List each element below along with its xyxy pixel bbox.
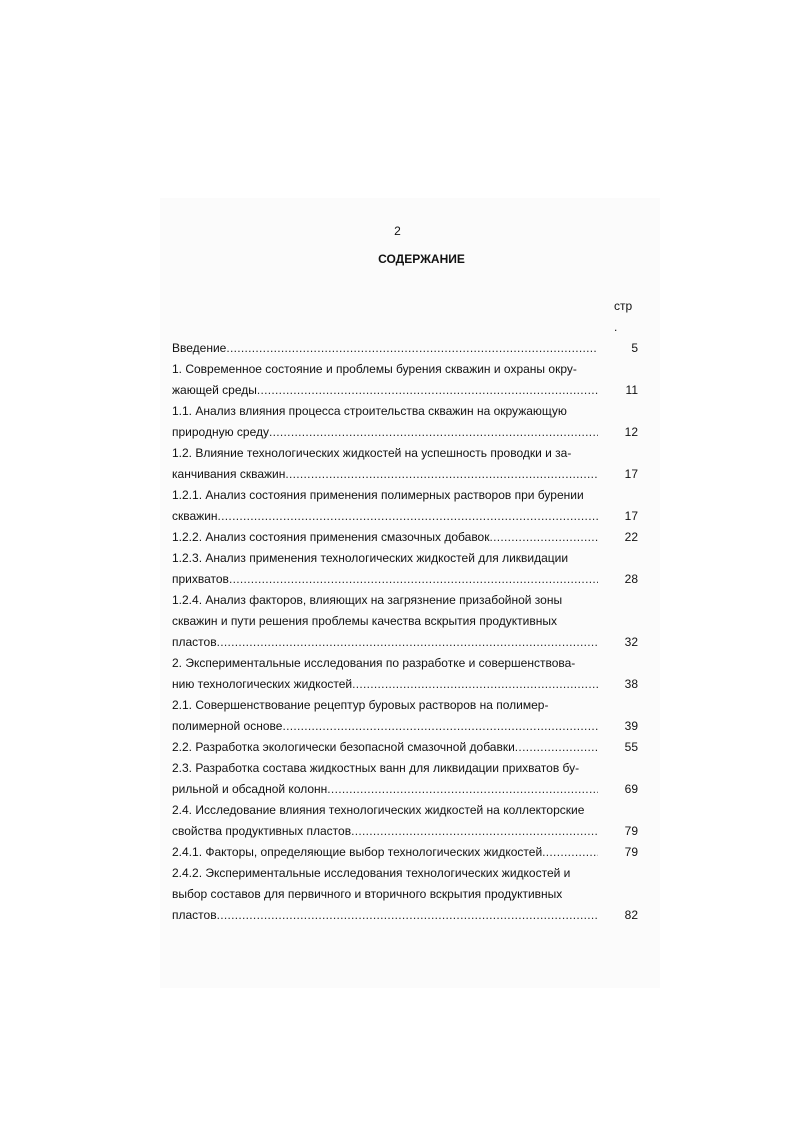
toc-entry-text: скважин [172, 509, 218, 523]
toc-entry [172, 758, 638, 800]
toc-entry [172, 863, 638, 926]
toc-entry-text: 2. Экспериментальные исследования по разработке и совершенствова- [172, 656, 576, 670]
page-column-header [614, 296, 644, 338]
toc-entry-line [172, 674, 638, 695]
toc-entry-text: 2.4.2. Экспериментальные исследования технологических жидкостей и [172, 866, 571, 880]
dot-leader [229, 569, 598, 590]
dot-leader [269, 422, 598, 443]
dot-leader [217, 632, 598, 653]
toc-entry-line [172, 527, 638, 548]
dot-leader [352, 674, 598, 695]
toc-entry [172, 401, 638, 443]
toc-entry [172, 338, 638, 359]
toc-entry-page: 12 [624, 425, 638, 439]
toc-entry-page: 79 [624, 845, 638, 859]
toc-entry-text: 2.3. Разработка состава жидкостных ванн для ликвидации прихватов бу- [172, 761, 580, 775]
document-heading: СОДЕРЖАНИЕ [378, 252, 465, 266]
toc-entry-text: 2.2. Разработка экологически безопасной смазочной добавки [172, 740, 515, 754]
toc-entry-text: прихватов [172, 572, 229, 586]
toc-entry-line [172, 632, 638, 653]
page-column-label: стр [614, 299, 633, 313]
toc-entry-text: 2.4. Исследование влияния технологических жидкостей на коллекторские [172, 803, 585, 817]
dot-leader [282, 716, 598, 737]
toc-entry-line [172, 569, 638, 590]
dot-leader [515, 737, 598, 758]
toc-entry-text: 1. Современное состояние и проблемы бурения скважин и охраны окру- [172, 362, 577, 376]
toc-entry-text: 1.2. Влияние технологических жидкостей на успешность проводки и за- [172, 446, 572, 460]
toc-entry-text: 1.2.2. Анализ состояния применения смазочных добавок [172, 530, 490, 544]
toc-entry-text: 1.2.3. Анализ применения технологических жидкостей для ликвидации [172, 551, 569, 565]
dot-leader [257, 380, 598, 401]
toc-entry-line [172, 338, 638, 359]
toc-entry [172, 527, 638, 548]
toc-entry-text: нию технологических жидкостей [172, 677, 353, 691]
toc-entry-line [172, 842, 638, 863]
toc-entry-line [172, 716, 638, 737]
toc-entry-page: 79 [624, 824, 638, 838]
toc-entry [172, 548, 638, 590]
toc-entry [172, 737, 638, 758]
toc-entry-text: жающей среды [172, 383, 257, 397]
toc-entry [172, 695, 638, 737]
toc-entry-line [172, 464, 638, 485]
toc-entry-text: канчивания скважин [172, 467, 286, 481]
toc-entry-page: 5 [631, 341, 638, 355]
toc-entry-text: 2.1. Совершенствование рецептур буровых растворов на полимер- [172, 698, 549, 712]
dot-leader [542, 842, 598, 863]
toc-entry-text: пластов [172, 635, 217, 649]
toc-entry-text: выбор составов для первичного и вторичного вскрытия продуктивных [172, 887, 563, 901]
dot-leader [285, 464, 598, 485]
toc-entry-page: 39 [624, 719, 638, 733]
dot-leader [327, 779, 598, 800]
toc-entry [172, 485, 638, 527]
toc-entry-line [172, 779, 638, 800]
toc-entry [172, 590, 638, 653]
dot-leader [489, 527, 598, 548]
toc-entry [172, 653, 638, 695]
dot-leader [226, 338, 598, 359]
toc-entry-page: 22 [624, 530, 638, 544]
toc-entry [172, 800, 638, 842]
dot-leader [217, 905, 598, 926]
toc-entry-text: 1.1. Анализ влияния процесса строительства скважин на окружающую [172, 404, 567, 418]
toc-entry [172, 359, 638, 401]
toc-entry-page: 69 [624, 782, 638, 796]
table-of-contents [172, 338, 638, 926]
toc-entry-page: 17 [624, 467, 638, 481]
dot-leader [218, 506, 598, 527]
toc-entry-text: скважин и пути решения проблемы качества вскрытия продуктивных [172, 614, 558, 628]
page-number: 2 [394, 224, 401, 238]
toc-entry-line [172, 422, 638, 443]
toc-entry-text: свойства продуктивных пластов [172, 824, 352, 838]
toc-entry-text: 2.4.1. Факторы, определяющие выбор технологических жидкостей [172, 845, 543, 859]
dot-leader [351, 821, 598, 842]
toc-entry-page: 38 [624, 677, 638, 691]
toc-entry [172, 443, 638, 485]
toc-entry-text: пластов [172, 908, 217, 922]
page-column-label-dot: . [614, 320, 618, 334]
toc-entry-text: природную среду [172, 425, 270, 439]
toc-entry-page: 17 [624, 509, 638, 523]
toc-entry-page: 32 [624, 635, 638, 649]
toc-entry-line [172, 821, 638, 842]
toc-entry-text: полимерной основе [172, 719, 283, 733]
toc-entry-page: 55 [624, 740, 638, 754]
toc-entry-line [172, 506, 638, 527]
toc-entry-page: 11 [625, 383, 638, 397]
toc-entry-text: Введение [172, 341, 227, 355]
toc-entry-line [172, 737, 638, 758]
toc-entry [172, 842, 638, 863]
toc-entry-line [172, 905, 638, 926]
toc-entry-line [172, 380, 638, 401]
toc-entry-page: 28 [624, 572, 638, 586]
toc-entry-page: 82 [624, 908, 638, 922]
toc-entry-text: 1.2.4. Анализ факторов, влияющих на загрязнение призабойной зоны [172, 593, 563, 607]
toc-entry-text: 1.2.1. Анализ состояния применения полимерных растворов при бурении [172, 488, 584, 502]
toc-entry-text: рильной и обсадной колонн [172, 782, 328, 796]
